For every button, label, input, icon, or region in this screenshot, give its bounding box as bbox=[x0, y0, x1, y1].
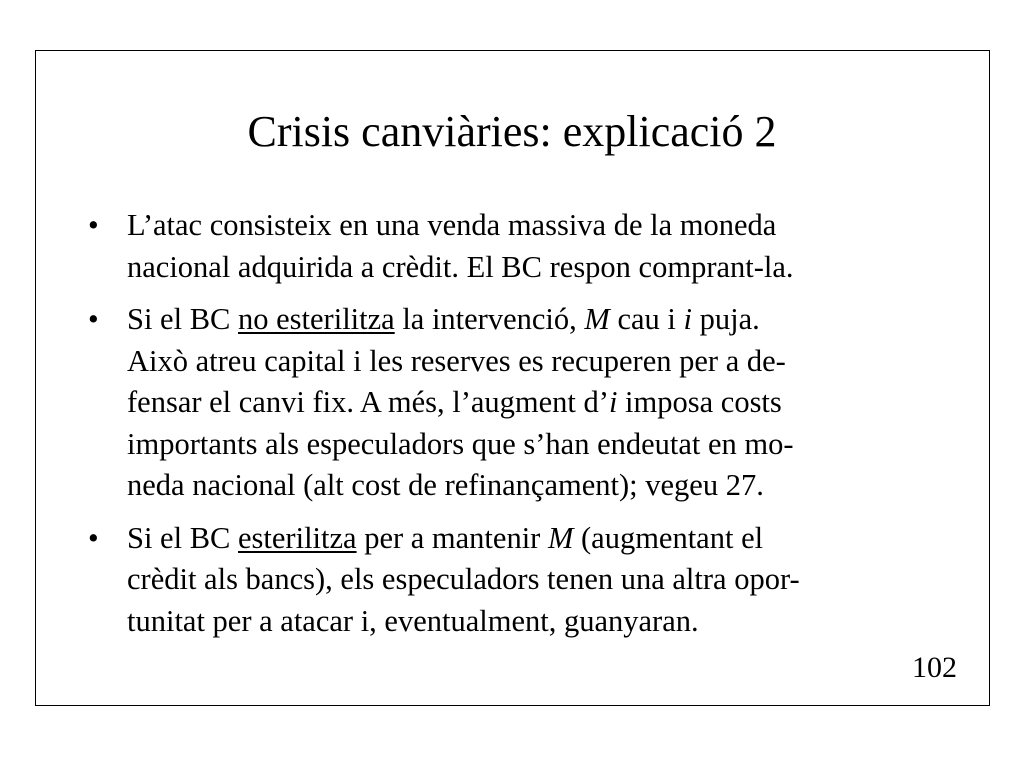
slide-title: Crisis canviàries: explicació 2 bbox=[247, 107, 777, 156]
italic-variable: i bbox=[608, 385, 618, 419]
italic-variable: M bbox=[547, 520, 574, 555]
bullet-icon: • bbox=[88, 302, 99, 336]
text-line: Això atreu capital i les reserves es recuperen per a de- bbox=[127, 343, 786, 378]
bullet-icon: • bbox=[88, 208, 99, 242]
italic-variable: i bbox=[683, 302, 692, 336]
text-line: neda nacional (alt cost de refinançament); vegeu 27. bbox=[127, 468, 764, 502]
text-line: L’atac consisteix en una venda massiva de la moneda bbox=[127, 208, 777, 242]
text-line: importants als especuladors que s’han endeutat en mo- bbox=[127, 426, 794, 461]
text-line: tunitat per a atacar i, eventualment, guanyaran. bbox=[127, 603, 699, 638]
bullet-icon: • bbox=[88, 520, 99, 555]
underlined-term: no esterilitza bbox=[238, 302, 395, 336]
bullet-item-2 bbox=[88, 299, 968, 507]
text-line: fensar el canvi fix. A més, l’augment d’i imposa costs bbox=[127, 385, 782, 419]
underlined-term: esterilitza bbox=[238, 520, 357, 555]
text-line: crèdit als bancs), els especuladors tenen una altra opor- bbox=[127, 562, 800, 596]
italic-variable: M bbox=[584, 302, 610, 336]
text-line: Si el BC esterilitza per a mantenir M (augmentant el bbox=[127, 520, 764, 555]
text-line: nacional adquirida a crèdit. El BC respon comprant-la. bbox=[127, 249, 794, 284]
page-number: 102 bbox=[912, 651, 957, 684]
bullet-item-1 bbox=[88, 205, 968, 288]
text-line: Si el BC no esterilitza la intervenció, M cau i i puja. bbox=[127, 302, 760, 336]
bullet-list bbox=[88, 205, 968, 653]
bullet-item-3 bbox=[88, 518, 968, 643]
